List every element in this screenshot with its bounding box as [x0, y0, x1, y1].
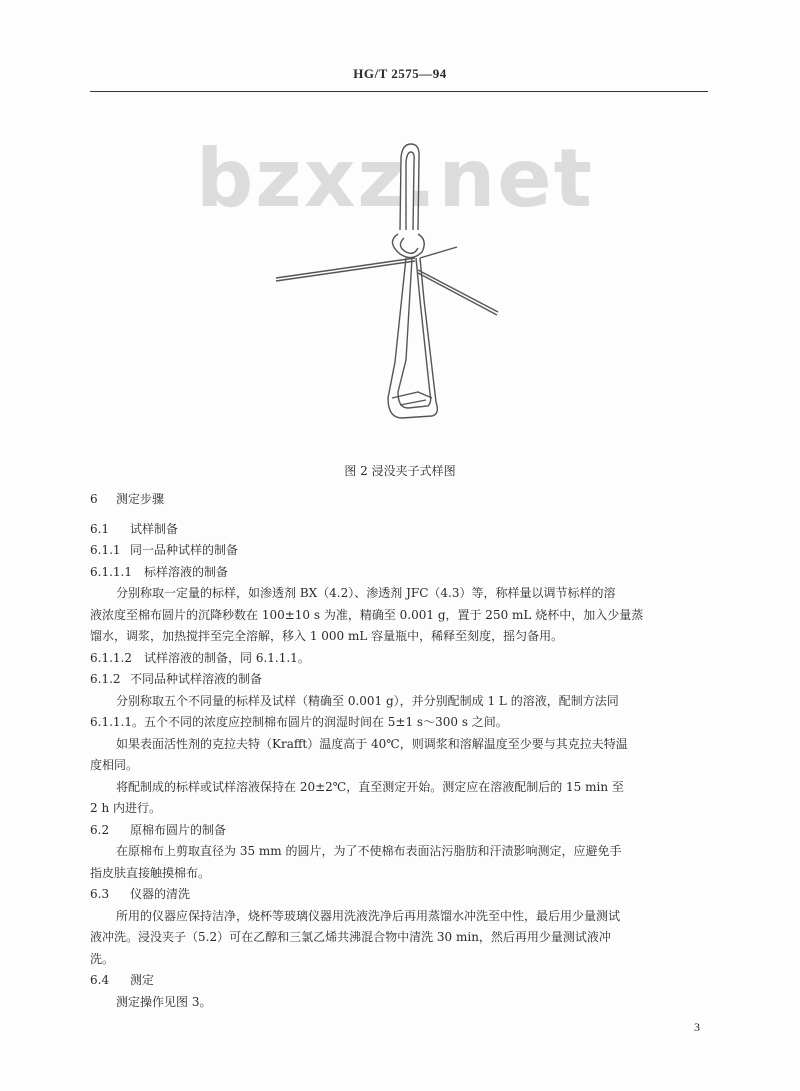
subsection-heading: 6.1 试样制备 — [90, 521, 179, 536]
paragraph-line: 所用的仪器应保持洁净，烧杯等玻璃仪器用洗液洗净后再用蒸馏水冲洗至中性，最后用少量测试 — [116, 908, 621, 923]
paragraph-line: 6.1.1.1。五个不同的浓度应控制棉布圆片的润湿时间在 5±1 s～300 s 之间。 — [90, 715, 508, 729]
subsection-heading: 6.4 测定 — [90, 973, 155, 987]
figure-caption: 图 2 浸没夹子式样图 — [344, 464, 456, 478]
paragraph-line: 液浓度至棉布圆片的沉降秒数在 100±10 s 为准，精确至 0.001 g，置于 250 mL 烧杯中，加入少量蒸 — [90, 607, 644, 622]
paragraph-line: 将配制成的标样或试样溶液保持在 20±2℃，直至测定开始。测定应在溶液配制后的 15 min 至 — [116, 779, 624, 794]
subsection-heading: 6.1.1.2 试样溶液的制备，同 6.1.1.1。 — [90, 650, 310, 665]
paragraph-line: 分别称取五个不同量的标样及试样（精确至 0.001 g），并分别配制成 1 L 的溶液，配制方法同 — [116, 693, 619, 708]
subsection-heading: 6.1.1 同一品种试样的制备 — [90, 543, 239, 557]
watermark: bzxz.net — [196, 132, 594, 225]
paragraph-line: 度相同。 — [90, 758, 139, 772]
subsection-heading: 6.2 原棉布圆片的制备 — [90, 822, 227, 837]
section-heading: 6 测定步骤 — [90, 492, 165, 506]
paragraph-line: 洗。 — [90, 951, 115, 966]
document-body — [90, 489, 710, 1013]
paragraph-line: 如果表面活性剂的克拉夫特（Krafft）温度高于 40℃，则调浆和溶解温度至少要与其克拉夫特温 — [116, 736, 628, 751]
page-number: 3 — [694, 1020, 700, 1034]
subsection-heading: 6.3 仪器的清洗 — [90, 887, 191, 901]
paragraph-line: 分别称取一定量的标样，如渗透剂 BX（4.2）、渗透剂 JFC（4.3）等，称样量以调节标样的溶 — [116, 586, 616, 600]
paragraph-line: 测定操作见图 3。 — [116, 994, 212, 1009]
header-rule — [90, 91, 708, 92]
paragraph-line: 在原棉布上剪取直径为 35 mm 的圆片，为了不使棉布表面沾污脂肪和汗渍影响测定，应避免手 — [116, 844, 622, 858]
subsection-heading: 6.1.1.1 标样溶液的制备 — [90, 564, 229, 579]
paragraph-line: 液冲洗。浸没夹子（5.2）可在乙醇和三氯乙烯共沸混合物中清洗 30 min，然后再用少量测试液冲 — [90, 930, 611, 944]
immersion-clip-figure — [260, 130, 520, 430]
paragraph-line: 指皮肤直接触摸棉布。 — [90, 865, 211, 880]
standard-code-header: HG/T 2575—94 — [353, 66, 447, 81]
subsection-heading: 6.1.2 不同品种试样溶液的制备 — [90, 672, 263, 686]
paragraph-line: 馏水，调浆，加热搅拌至完全溶解，移入 1 000 mL 容量瓶中，稀释至刻度，摇匀备用。 — [90, 629, 564, 643]
paragraph-line: 2 h 内进行。 — [90, 801, 161, 815]
